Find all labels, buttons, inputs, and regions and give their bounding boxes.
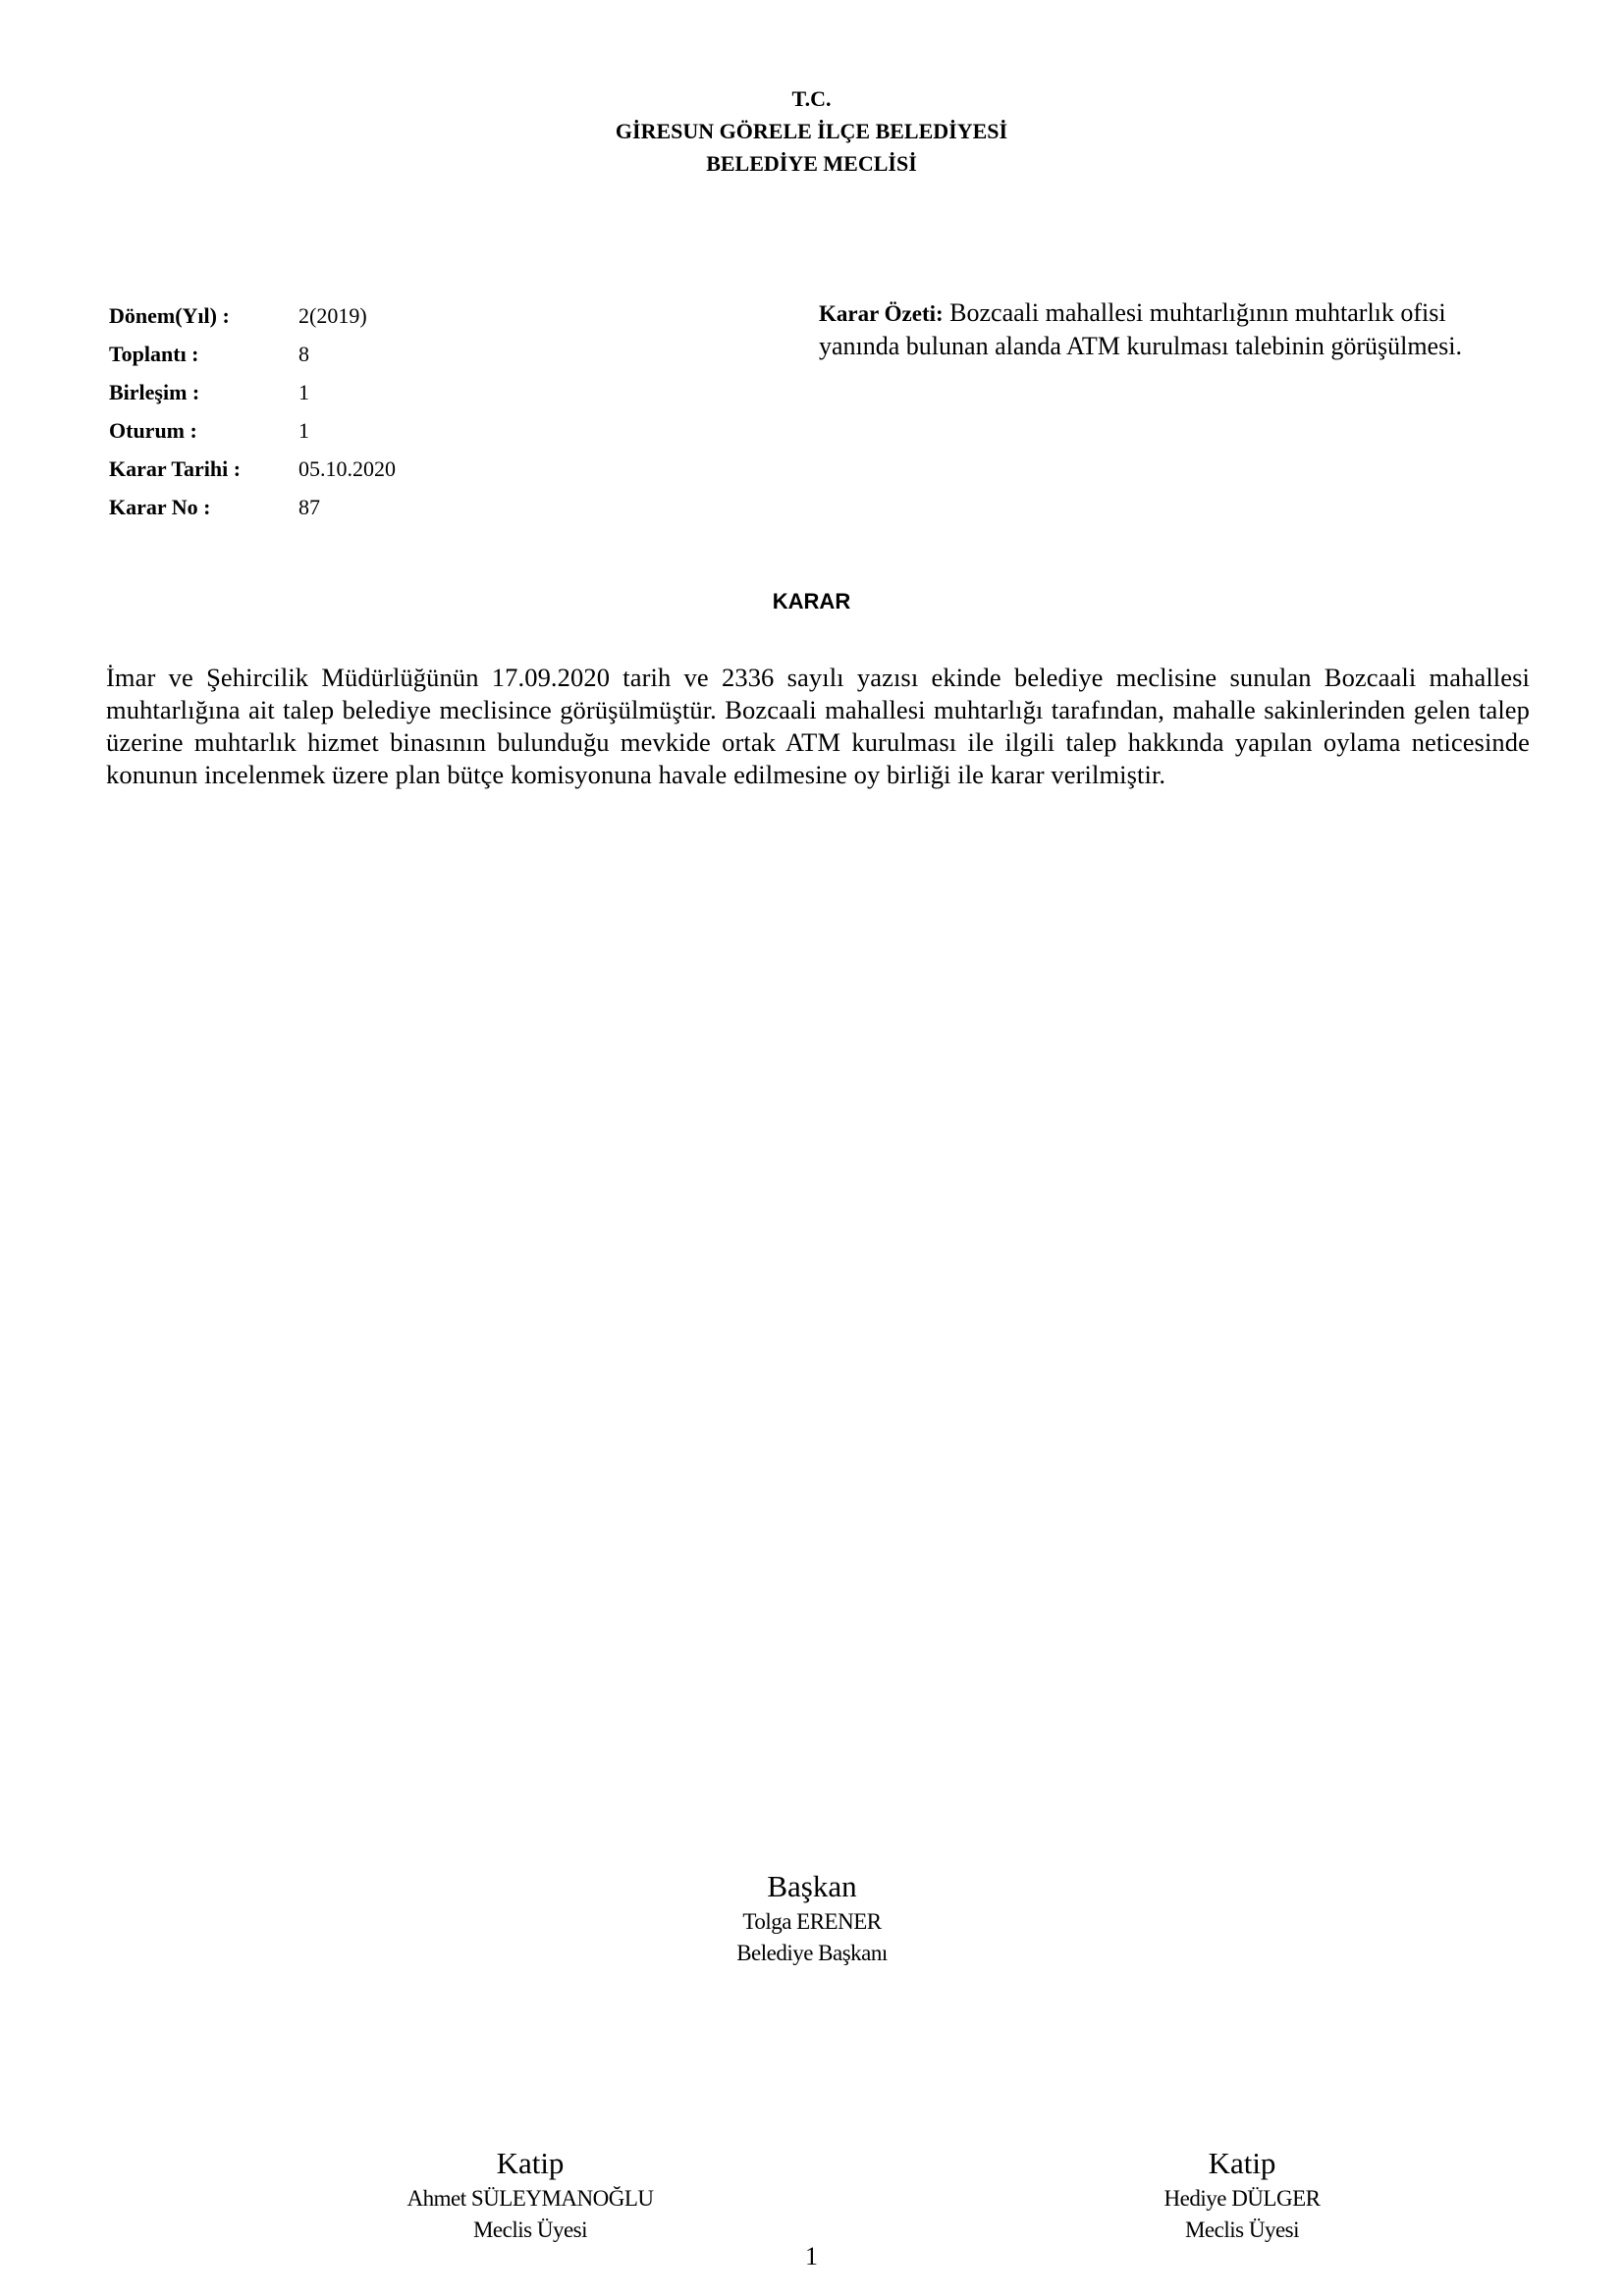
header-tc: T.C. — [791, 86, 832, 111]
signature-role: Katip — [1208, 2146, 1276, 2180]
meta-label: Birleşim : — [109, 380, 200, 404]
document-header — [0, 82, 1623, 180]
signature-name: Tolga ERENER — [742, 1909, 882, 1934]
meta-label: Karar Tarihi : — [109, 456, 242, 481]
meta-value: 1 — [298, 418, 309, 443]
signature-president — [606, 1867, 1018, 1969]
signature-title: Meclis Üyesi — [472, 2217, 587, 2242]
page-number: 1 — [805, 2242, 818, 2270]
signature-name: Ahmet SÜLEYMANOĞLU — [406, 2186, 654, 2211]
summary-label: Karar Özeti: — [819, 301, 944, 326]
meta-row-karar-no — [109, 488, 396, 526]
meta-label: Toplantı : — [109, 342, 199, 366]
meta-row-donem — [109, 296, 396, 335]
signature-title: Meclis Üyesi — [1184, 2217, 1299, 2242]
meta-value: 05.10.2020 — [298, 456, 396, 481]
header-council: BELEDİYE MECLİSİ — [706, 151, 917, 176]
meta-value: 87 — [298, 495, 320, 519]
meta-row-birlesim — [109, 373, 396, 411]
summary-text: Bozcaali mahallesi muhtarlığının muhtarlık ofisi yanında bulunan alanda ATM kurulması talebinin görüşülmesi. — [819, 298, 1462, 360]
meta-value: 2(2019) — [298, 303, 367, 328]
meta-value: 8 — [298, 342, 309, 366]
header-municipality: GİRESUN GÖRELE İLÇE BELEDİYESİ — [615, 119, 1008, 143]
meeting-info — [109, 296, 396, 526]
signature-clerk-left — [324, 2144, 736, 2246]
decision-title: KARAR — [772, 589, 851, 614]
signature-role: Başkan — [767, 1869, 857, 1903]
decision-body: İmar ve Şehircilik Müdürlüğünün 17.09.2020 tarih ve 2336 sayılı yazısı ekinde belediye meclisine sunulan Bozcaali mahallesi muhtarlığına ait talep belediye meclisince görüşülmüştür. Bozcaali mahallesi muhtarlığı tarafından, mahalle sakinlerinden gelen talep üzerine muhtarlık hizmet binasının bulunduğu mevkide ortak ATM kurulması ile ilgili talep hakkında yapılan oylama neticesinde konunun incelenmek üzere plan bütçe komisyonuna havale edilmesine oy birliği ile karar verilmiştir. — [106, 663, 1530, 789]
signature-title: Belediye Başkanı — [736, 1941, 888, 1965]
meta-label: Oturum : — [109, 418, 197, 443]
meta-row-oturum — [109, 411, 396, 450]
meta-row-toplanti — [109, 335, 396, 373]
signature-role: Katip — [496, 2146, 565, 2180]
meta-value: 1 — [298, 380, 309, 404]
decision-summary — [819, 296, 1526, 362]
signature-clerk-right — [1036, 2144, 1448, 2246]
meta-label: Karar No : — [109, 495, 211, 519]
meta-row-karar-tarihi — [109, 450, 396, 488]
signature-name: Hediye DÜLGER — [1163, 2186, 1321, 2211]
meta-label: Dönem(Yıl) : — [109, 303, 230, 328]
